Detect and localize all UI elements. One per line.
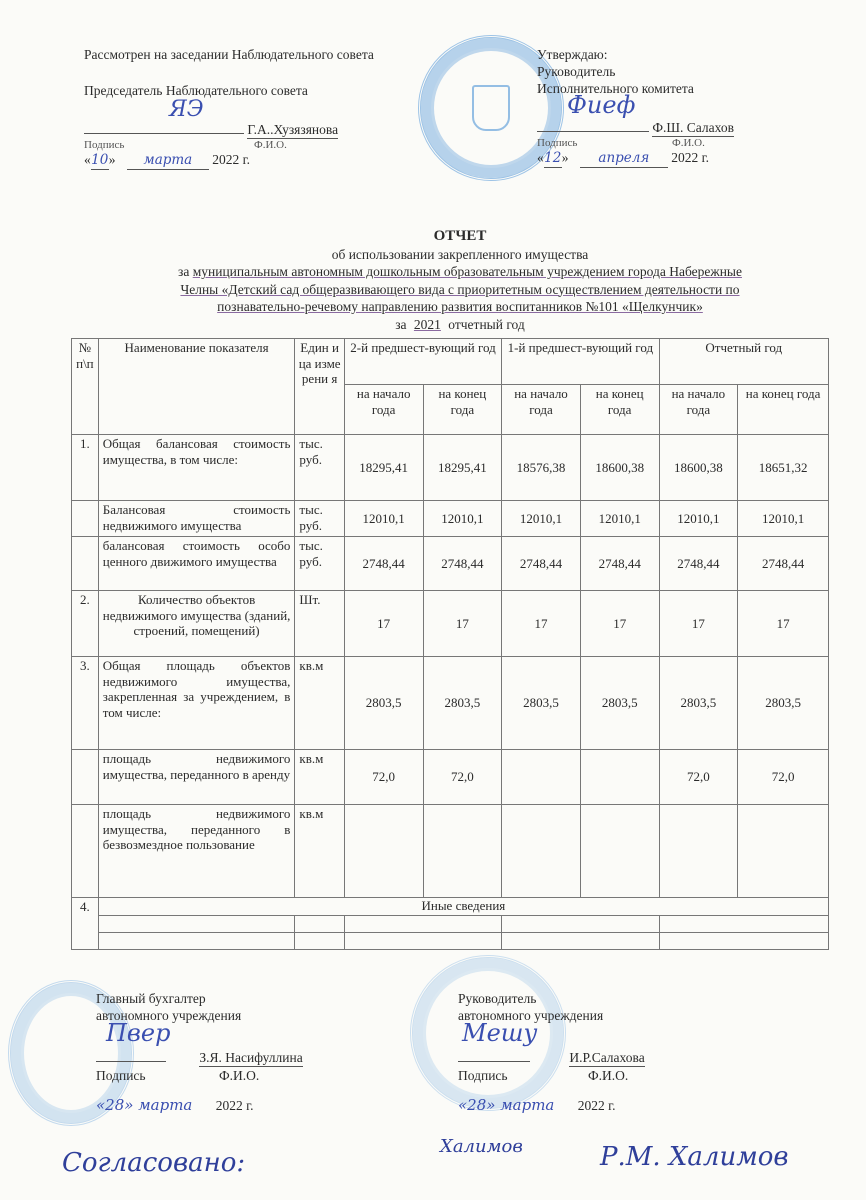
cell-value: 12010,1 (502, 501, 581, 537)
institution-name: муниципальным автономным дошкольным образовательным учреждением города Набережные (192, 264, 742, 279)
review-note: Рассмотрен на заседании Наблюдательного совета (84, 47, 374, 62)
row-name: балансовая стоимость особо ценного движимого имущества (98, 537, 295, 591)
cell-value: 17 (423, 591, 502, 657)
cell-value: 17 (344, 591, 423, 657)
committee-title: Исполнительного комитета (537, 81, 694, 96)
signature-label: Подпись (458, 1068, 508, 1083)
row-unit: кв.м (295, 750, 344, 805)
cell-value: 12010,1 (659, 501, 738, 537)
cell-value: 2803,5 (502, 657, 581, 750)
table-row (72, 657, 829, 750)
cell-value: 2803,5 (344, 657, 423, 750)
row-name: Общая балансовая стоимость имущества, в том числе: (98, 435, 295, 501)
signature: Пвер (106, 1019, 171, 1047)
row-unit: Шт. (295, 591, 344, 657)
institution-label: автономного учреждения (458, 1008, 604, 1023)
signature-line (84, 117, 244, 134)
signature-label: Подпись (84, 139, 125, 151)
date-day: 12 (544, 150, 562, 166)
row-num (72, 501, 99, 537)
row-unit: тыс. руб. (295, 537, 344, 591)
coat-of-arms-icon (472, 85, 510, 131)
date-quote: » (108, 152, 116, 167)
cell-value (659, 805, 738, 898)
cell-value: 2803,5 (580, 657, 659, 750)
signer-name: Г.А..Хузязянова (247, 122, 339, 137)
table-row-other-info (72, 898, 829, 916)
cell-value: 18651,32 (738, 435, 829, 501)
row-num (72, 805, 99, 898)
signature: ЯЭ (169, 97, 204, 122)
date-year: 2022 г. (671, 150, 710, 165)
signature-line (96, 1045, 166, 1062)
row-name: площадь недвижимого имущества, переданного в безвозмездное пользование (98, 805, 295, 898)
approver-signature: Халимов (440, 1136, 523, 1157)
row-num (72, 750, 99, 805)
empty-cell (659, 933, 828, 950)
approved-handwritten: Согласовано: (62, 1148, 246, 1178)
empty-cell (502, 933, 659, 950)
header-report-year: Отчетный год (659, 339, 828, 385)
table-row (72, 805, 829, 898)
empty-cell (98, 933, 295, 950)
signature-line (458, 1045, 530, 1062)
signature-label: Подпись (537, 137, 578, 149)
cell-value: 12010,1 (344, 501, 423, 537)
header-indicator: Наименование показателя (98, 339, 295, 435)
header-left (84, 46, 374, 170)
cell-value: 72,0 (423, 750, 502, 805)
cell-value: 17 (738, 591, 829, 657)
cell-value: 2748,44 (659, 537, 738, 591)
header-right (537, 46, 734, 168)
header-end: на конец года (423, 385, 502, 435)
row-unit: кв.м (295, 805, 344, 898)
header-start: на начало года (502, 385, 581, 435)
chief-accountant-title: Главный бухгалтер (96, 991, 206, 1006)
empty-cell (295, 916, 344, 933)
date-handwritten: «28» марта (458, 1096, 555, 1114)
signer-name: З.Я. Насифуллина (199, 1050, 303, 1065)
signature: Фиеф (567, 91, 636, 119)
approver-name-handwritten: Р.М. Халимов (600, 1142, 789, 1172)
cell-value: 18295,41 (423, 435, 502, 501)
institution-name-cont2: познавательно-речевому направлению развития воспитанников №101 «Щелкунчик» (217, 299, 703, 314)
head-title: Руководитель (458, 991, 537, 1006)
date-quote: » (561, 150, 569, 165)
header-prev-year-1: 1-й предшест-вующий год (502, 339, 659, 385)
cell-value: 2803,5 (423, 657, 502, 750)
cell-value: 18600,38 (580, 435, 659, 501)
cell-value: 2748,44 (738, 537, 829, 591)
report-year: 2021 (413, 316, 441, 332)
other-info-label: Иные сведения (98, 898, 828, 916)
header-unit: Един ица изме рени я (295, 339, 344, 435)
header-end: на конец года (580, 385, 659, 435)
header-start: на начало года (659, 385, 738, 435)
cell-value: 12010,1 (580, 501, 659, 537)
cell-value (502, 805, 581, 898)
date-month: апреля (580, 150, 668, 168)
date-quote: « (537, 150, 544, 165)
table-row (72, 435, 829, 501)
cell-value: 72,0 (344, 750, 423, 805)
signer-name: Ф.Ш. Салахов (652, 120, 734, 135)
institution-name-cont: Челны «Детский сад общеразвивающего вида с приоритетным осуществлением деятельности по (180, 281, 740, 297)
report-subtitle: об использовании закрепленного имущества (331, 246, 589, 262)
empty-cell (344, 916, 501, 933)
cell-value: 12010,1 (738, 501, 829, 537)
chairman-title: Председатель Наблюдательного совета (84, 83, 308, 98)
cell-value (580, 750, 659, 805)
fio-label: Ф.И.О. (588, 1068, 629, 1083)
cell-value (344, 805, 423, 898)
fio-label: Ф.И.О. (672, 137, 705, 149)
header-prev-year-2: 2-й предшест-вующий год (344, 339, 501, 385)
signature-label: Подпись (96, 1068, 146, 1083)
date-year: 2022 г. (577, 1098, 616, 1113)
row-num (72, 537, 99, 591)
cell-value (580, 805, 659, 898)
table-row (72, 750, 829, 805)
date-handwritten: «28» марта (96, 1096, 193, 1114)
cell-value: 17 (502, 591, 581, 657)
cell-value: 2803,5 (659, 657, 738, 750)
report-title: ОТЧЕТ (433, 228, 487, 244)
table-row (72, 537, 829, 591)
cell-value (423, 805, 502, 898)
row-name: Балансовая стоимость недвижимого имущества (98, 501, 295, 537)
header-num: № п\п (72, 339, 99, 435)
row-num: 3. (72, 657, 99, 750)
header-start: на начало года (344, 385, 423, 435)
row-name: площадь недвижимого имущества, переданного в аренду (98, 750, 295, 805)
date-day: 10 (91, 152, 109, 168)
row-name: Общая площадь объектов недвижимого имущества, закрепленная за учреждением, в том числе: (98, 657, 295, 750)
report-title-block (60, 228, 860, 333)
table-row (72, 591, 829, 657)
property-report-table (71, 338, 829, 950)
cell-value: 72,0 (738, 750, 829, 805)
row-num: 4. (72, 898, 99, 950)
empty-row (72, 916, 829, 933)
signature: Мешу (462, 1019, 538, 1047)
cell-value: 2803,5 (738, 657, 829, 750)
row-name: Количество объектов недвижимого имущества (зданий, строений, помещений) (98, 591, 295, 657)
footer-right (458, 990, 645, 1114)
head-title: Руководитель (537, 64, 616, 79)
cell-value: 12010,1 (423, 501, 502, 537)
cell-value: 72,0 (659, 750, 738, 805)
empty-cell (659, 916, 828, 933)
institution-label: автономного учреждения (96, 1008, 242, 1023)
empty-row (72, 933, 829, 950)
date-year: 2022 г. (212, 152, 251, 167)
cell-value: 18576,38 (502, 435, 581, 501)
row-unit: тыс. руб. (295, 435, 344, 501)
cell-value (502, 750, 581, 805)
date-year: 2022 г. (215, 1098, 254, 1113)
institution-line: за муниципальным автономным дошкольным образовательным учреждением города Набережные (178, 264, 742, 279)
empty-cell (344, 933, 501, 950)
row-unit: тыс. руб. (295, 501, 344, 537)
cell-value: 2748,44 (580, 537, 659, 591)
footer-left (96, 990, 303, 1114)
header-end: на конец года (738, 385, 829, 435)
cell-value: 18295,41 (344, 435, 423, 501)
fio-label: Ф.И.О. (254, 139, 287, 151)
fio-label: Ф.И.О. (219, 1068, 260, 1083)
date-quote: « (84, 152, 91, 167)
date-month: марта (127, 152, 209, 170)
cell-value (738, 805, 829, 898)
cell-value: 18600,38 (659, 435, 738, 501)
row-num: 1. (72, 435, 99, 501)
empty-cell (502, 916, 659, 933)
row-unit: кв.м (295, 657, 344, 750)
cell-value: 2748,44 (502, 537, 581, 591)
cell-value: 17 (580, 591, 659, 657)
cell-value: 17 (659, 591, 738, 657)
report-year-line: за 2021 отчетный год (395, 316, 525, 332)
empty-cell (98, 916, 295, 933)
approve-label: Утверждаю: (537, 47, 608, 62)
cell-value: 2748,44 (423, 537, 502, 591)
signer-name: И.Р.Салахова (569, 1050, 645, 1065)
row-num: 2. (72, 591, 99, 657)
empty-cell (295, 933, 344, 950)
cell-value: 2748,44 (344, 537, 423, 591)
table-row (72, 501, 829, 537)
